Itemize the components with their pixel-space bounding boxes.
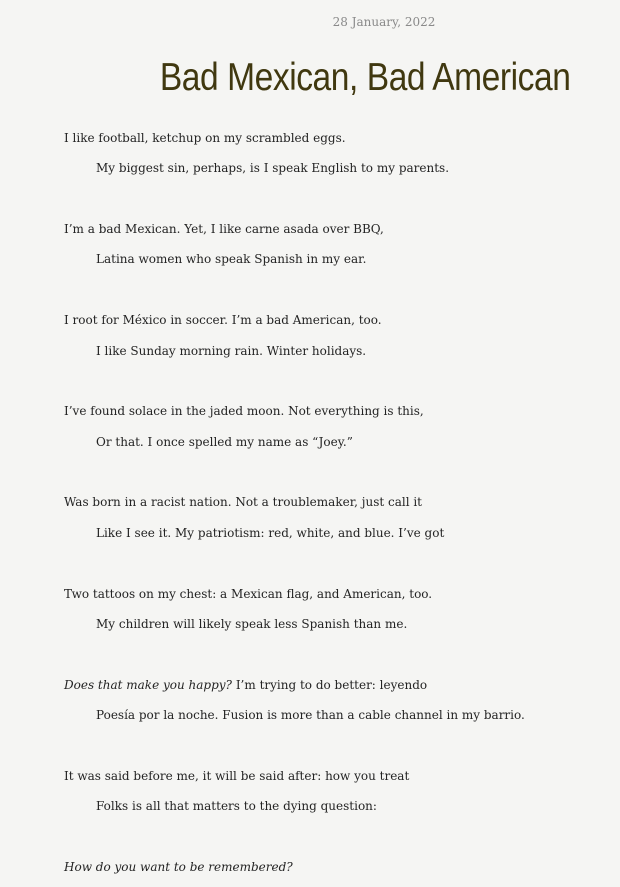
poem-line-13-italic: Does that make you happy? — [64, 678, 232, 692]
poem-line-8: Or that. I once spelled my name as “Joey.” — [96, 435, 353, 449]
poem-line-2: My biggest sin, perhaps, is I speak English to my parents. — [96, 161, 450, 175]
poem-line-11: Two tattoos on my chest: a Mexican flag, and American, too. — [64, 587, 433, 601]
post-date: 28 January, 2022 — [332, 15, 436, 29]
poem-line-10: Like I see it. My patriotism: red, white, and blue. I’ve got — [96, 526, 445, 540]
poem-line-3: I’m a bad Mexican. Yet, I like carne asada over BBQ, — [64, 222, 384, 236]
poem-line-12: My children will likely speak less Spanish than me. — [96, 617, 408, 631]
poem-line-14: Poesía por la noche. Fusion is more than a cable channel in my barrio. — [96, 708, 525, 722]
poem-line-6: I like Sunday morning rain. Winter holidays. — [96, 344, 367, 358]
poem-line-17-italic: How do you want to be remembered? — [64, 860, 293, 874]
poem-line-13-rest: I’m trying to do better: leyendo — [232, 678, 428, 692]
poem-line-1: I like football, ketchup on my scrambled eggs. — [64, 131, 346, 145]
poem-line-4: Latina women who speak Spanish in my ear. — [96, 252, 367, 266]
poem-line-5: I root for México in soccer. I’m a bad American, too. — [64, 313, 382, 327]
poem-line-13 — [64, 678, 427, 692]
poem-line-9: Was born in a racist nation. Not a troublemaker, just call it — [64, 495, 423, 509]
poem-line-17 — [64, 860, 293, 874]
poem-line-15: It was said before me, it will be said after: how you treat — [64, 769, 410, 783]
poem-line-7: I’ve found solace in the jaded moon. Not everything is this, — [64, 404, 424, 418]
poem-title: Bad Mexican, Bad American — [159, 56, 570, 99]
poem-line-16: Folks is all that matters to the dying question: — [96, 799, 377, 813]
